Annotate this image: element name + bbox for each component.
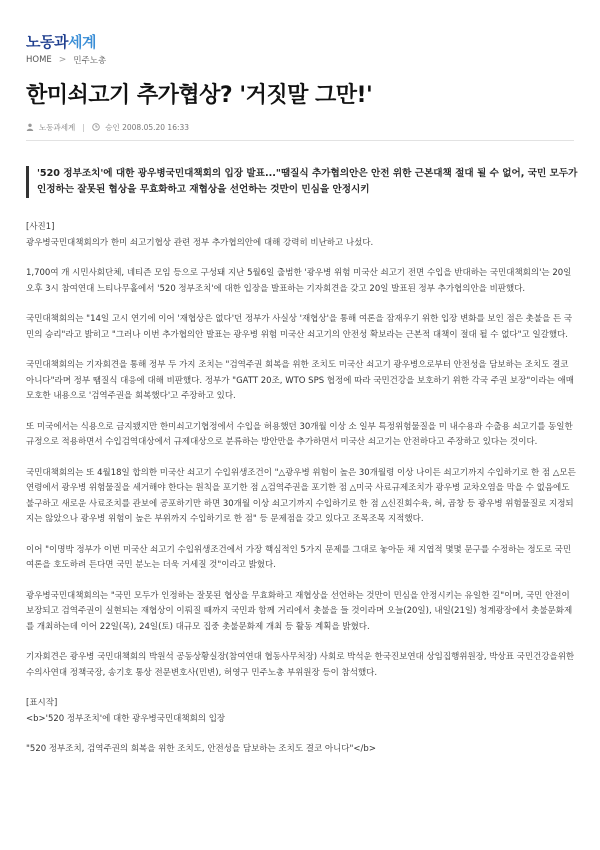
table-start-marker: [표시작]	[26, 698, 58, 708]
breadcrumb-separator: >	[58, 55, 67, 65]
logo-text-part1: 노동과	[26, 33, 68, 51]
body-paragraph: 이어 "이명박 정부가 이번 미국산 쇠고기 수입위생조건에서 가장 핵심적인 5가지 문제를 그대로 놓아둔 채 지엽적 몇몇 문구를 수정하는 정도로 국민여론을 호도하려 든다면 국민 분노는 더욱 거세질 것"이라고 밝혔다.	[26, 544, 572, 570]
body-paragraph: 국민대책회의는 기자회견을 통해 정부 두 가지 조치는 "검역주권 회복을 위한 조치도 미국산 쇠고기 광우병으로부터 안전성을 담보하는 조치도 결코 아니다"라며 정부 땜질식 대응에 대해 비판했다. 정부가 "GATT 20조, WTO SPS 협정에 따라 국민건강을 보호하기 위한 각국 주권 보장"이라는 애매모호한 내용으로 '검역주권을 회복했다'고 주장하고 있다.	[26, 360, 575, 401]
article-body	[26, 220, 578, 773]
breadcrumb-home[interactable]: HOME	[26, 55, 52, 65]
body-paragraph: 기자회견은 광우병 국민대책회의 박원석 공동상황실장(참여연대 협동사무처장) 사회로 박석운 한국진보연대 상임집행위원장, 박상표 국민건강을위한수의사연대 정책국장, 송기호 통상 전문변호사(민변), 허영구 민주노총 부위원장 등이 참석했다.	[26, 652, 575, 678]
article-author: 노동과세계	[39, 123, 76, 132]
table-subheading: "520 정부조치, 검역주권의 회복을 위한 조치도, 안전성을 담보하는 조치도 결코 아니다"</b>	[26, 744, 376, 754]
body-paragraph: 1,700여 개 시민사회단체, 네티즌 모임 등으로 구성돼 지난 5월6일 출범한 '광우병 위험 미국산 쇠고기 전면 수입을 반대하는 국민대책회의'는 20일 오후 3시 참여연대 느티나무홀에서 '520 정부조치'에 대한 입장을 발표하는 기자회견을 갖고 20일 발표된 정부 추가협의안을 비판했다.	[26, 268, 572, 294]
table-heading: <b>'520 정부조치'에 대한 광우병국민대책회의 입장	[26, 713, 226, 724]
body-paragraph: 광우병국민대책회의가 한미 쇠고기협상 관련 정부 추가협의안에 대해 강력히 비난하고 나섰다.	[26, 237, 374, 248]
article-meta	[26, 122, 189, 133]
body-paragraph: 광우병국민대책회의는 "국민 모두가 인정하는 잘못된 협상을 무효화하고 재협상을 선언하는 것만이 민심을 안정시키는 유일한 길"이며, 국민 안전이 보장되고 검역주권이 실현되는 재협상이 이뤄질 때까지 국민과 함께 거리에서 촛불을 들 것이라며 오늘(20일), 내일(21일) 청계광장에서 촛불문화제를 개최하는데 이어 22일(목), 24일(토) 대규모 집중 촛불문화제 개최 등 활동 계획을 밝혔다.	[26, 590, 573, 632]
site-logo[interactable]	[26, 31, 96, 52]
clock-icon	[92, 123, 100, 133]
article-title: 한미쇠고기 추가협상? '거짓말 그만!'	[26, 83, 373, 108]
header-divider	[26, 140, 574, 141]
breadcrumb	[26, 54, 106, 66]
breadcrumb-section[interactable]: 민주노총	[73, 56, 107, 66]
article-date: 승인 2008.05.20 16:33	[105, 123, 190, 132]
photo-marker: [사진1]	[26, 222, 55, 232]
body-paragraph: 국민대책회의는 또 4월18일 합의한 미국산 쇠고기 수입위생조건이 "△광우병 위험이 높은 30개월령 이상 나이든 쇠고기까지 수입하기로 한 점 △모든 연령에서 광우병 위험물질을 세거해야 한다는 원칙을 포기한 점 △검역주권을 포기한 점 △미국 사료규제조치가 광우병 교차오염을 막을 수 없음에도 불구하고 새로운 사료조치를 관보에 공포하기만 하면 30개월 이상 쇠고기까지 수입하기로 한 점 △신진회수육, 혀, 곱창 등 광우병 위험물질로 지정되지는 않았으나 광우병 위험이 높은 부위까지 수입하기로 한 점" 등 문제점을 갖고 있다고 조목조목 지적했다.	[26, 467, 576, 524]
author-icon	[26, 123, 34, 133]
body-paragraph: 국민대책회의는 "14일 고시 연기에 이어 '재협상은 없다'던 정부가 사실상 '재협상'을 통해 여론을 잠재우기 위한 입장 변화를 보인 점은 촛불을 든 국민의 승리"라고 밝히고 "그러나 이번 추가협의안 발표는 광우병 위험 미국산 쇠고기의 안전성 확보라는 근본적 대책이 절대 될 수 없다"고 일갈했다.	[26, 314, 573, 340]
meta-divider	[83, 124, 84, 132]
logo-text-part2: 세계	[67, 33, 96, 51]
article-summary: '520 정부조치'에 대한 광우병국민대책회의 입장 발표..."땜질식 추가협의안은 안전 위한 근본대책 절대 될 수 없어, 국민 모두가 인정하는 잘못된 협상을 무효화하고 재협상을 선언하는 것만이 민심을 안정시키	[26, 166, 578, 198]
body-paragraph: 또 미국에서는 식용으로 금지됐지만 한미쇠고기협정에서 수입을 허용했던 30개월 이상 소 일부 특정위험물질을 미 내수용과 수출용 쇠고기를 동일한 규정으로 적용하면서 수입검역대상에서 규제대상으로 분류하는 방안만을 추가하면서 미국산 쇠고기는 안전하다고 주장하고 있다는 것이다.	[26, 421, 573, 447]
